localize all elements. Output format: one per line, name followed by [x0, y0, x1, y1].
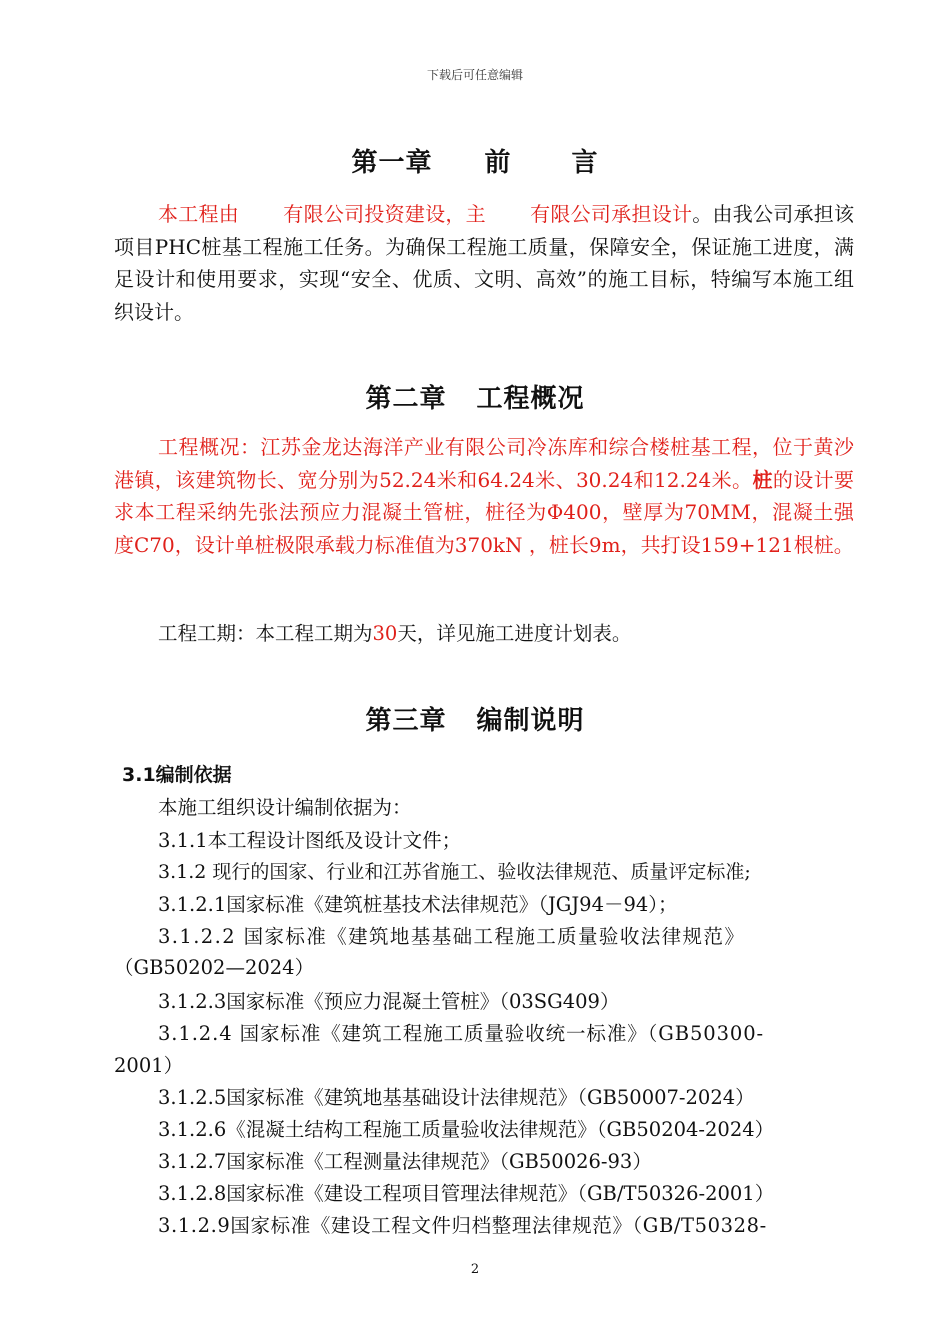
schedule-line — [158, 618, 898, 646]
overview-bold-word: 桩 — [752, 467, 773, 492]
basis-line-4: 3.1.2.2 国家标准《建筑地基基础工程施工质量验收法律规范》 — [158, 925, 746, 948]
designer-text: 有限公司承担设计 — [529, 202, 693, 226]
page-header: 下载后可任意编辑 — [426, 68, 523, 82]
basis-line-10: 3.1.2.6《混凝土结构工程施工质量验收法律规范》（GB50204-2024） — [158, 1118, 775, 1141]
basis-line-3: 3.1.2.1国家标准《建筑桩基技术法律规范》（JGJ94－94）； — [158, 893, 678, 916]
basis-line-8: 2001） — [114, 1054, 184, 1077]
basis-line-7: 3.1.2.4 国家标准《建筑工程施工质量验收统一标准》（GB50300- — [158, 1022, 764, 1045]
basis-line-1: 3.1.1本工程设计图纸及设计文件； — [158, 829, 462, 852]
basis-line-13: 3.1.2.9国家标准《建设工程文件归档整理法律规范》（GB/T50328- — [158, 1214, 767, 1237]
chapter-2-word: 工程概况 — [476, 384, 585, 414]
basis-line-0: 本施工组织设计编制依据为： — [158, 796, 412, 819]
chapter-1-body: 。由我公司承担该项目PHC桩基工程施工任务。为确保工程施工质量，保障安全，保证施工进度，满足设计和使用要求，实现“安全、优质、文明、高效”的施工目标，特编写本施工组织设计。 — [114, 202, 855, 324]
chapter-3-word: 编制说明 — [476, 706, 585, 736]
overview-text-a: 工程概况：江苏金龙达海洋产业有限公司冷冻库和综合楼桩基工程，位于黄沙港镇，该建筑物长、宽分别为52.24米和64.24米、30.24和12.24米。 — [114, 435, 854, 492]
investor-text: 有限公司投资建设，主 — [283, 202, 486, 226]
chapter-2-title — [0, 378, 950, 415]
chapter-1-number: 第一章 — [351, 148, 433, 178]
schedule-days: 30 — [372, 622, 398, 645]
page-number: 2 — [470, 1262, 480, 1277]
basis-line-12: 3.1.2.8国家标准《建设工程项目管理法律规范》（GB/T50326-2001） — [158, 1182, 775, 1205]
schedule-text-b: 天，详见施工进度计划表。 — [397, 622, 632, 645]
project-overview-paragraph — [114, 431, 854, 561]
chapter-1-title — [0, 142, 950, 179]
basis-line-9: 3.1.2.5国家标准《建筑地基基础设计法律规范》（GB50007-2024） — [158, 1086, 755, 1109]
basis-line-5: （GB50202—2024） — [114, 956, 315, 979]
chapter-1-word-b: 言 — [571, 148, 599, 178]
owner-text: 本工程由 — [158, 202, 240, 226]
section-3-1-heading: 3.1编制依据 — [122, 764, 232, 786]
basis-line-2: 3.1.2 现行的国家、行业和江苏省施工、验收法律规范、质量评定标准; — [158, 861, 751, 883]
chapter-1-paragraph — [114, 198, 854, 328]
overview-text-b: 的设计要求本工程采纳先张法预应力混凝土管桩，桩径为Φ400，壁厚为70MM，混凝土强度C70，设计单桩极限承载力标准值为370kN ，桩长9m，共打设159+121根桩。 — [114, 467, 855, 557]
schedule-text-a: 工程工期：本工程工期为 — [158, 622, 373, 645]
chapter-3-title — [0, 700, 950, 737]
basis-line-11: 3.1.2.7国家标准《工程测量法律规范》（GB50026-93） — [158, 1150, 652, 1173]
chapter-2-number: 第二章 — [365, 384, 447, 414]
basis-line-6: 3.1.2.3国家标准《预应力混凝土管桩》（03SG409） — [158, 990, 620, 1013]
chapter-1-word-a: 前 — [484, 148, 512, 178]
chapter-3-number: 第三章 — [365, 706, 447, 736]
